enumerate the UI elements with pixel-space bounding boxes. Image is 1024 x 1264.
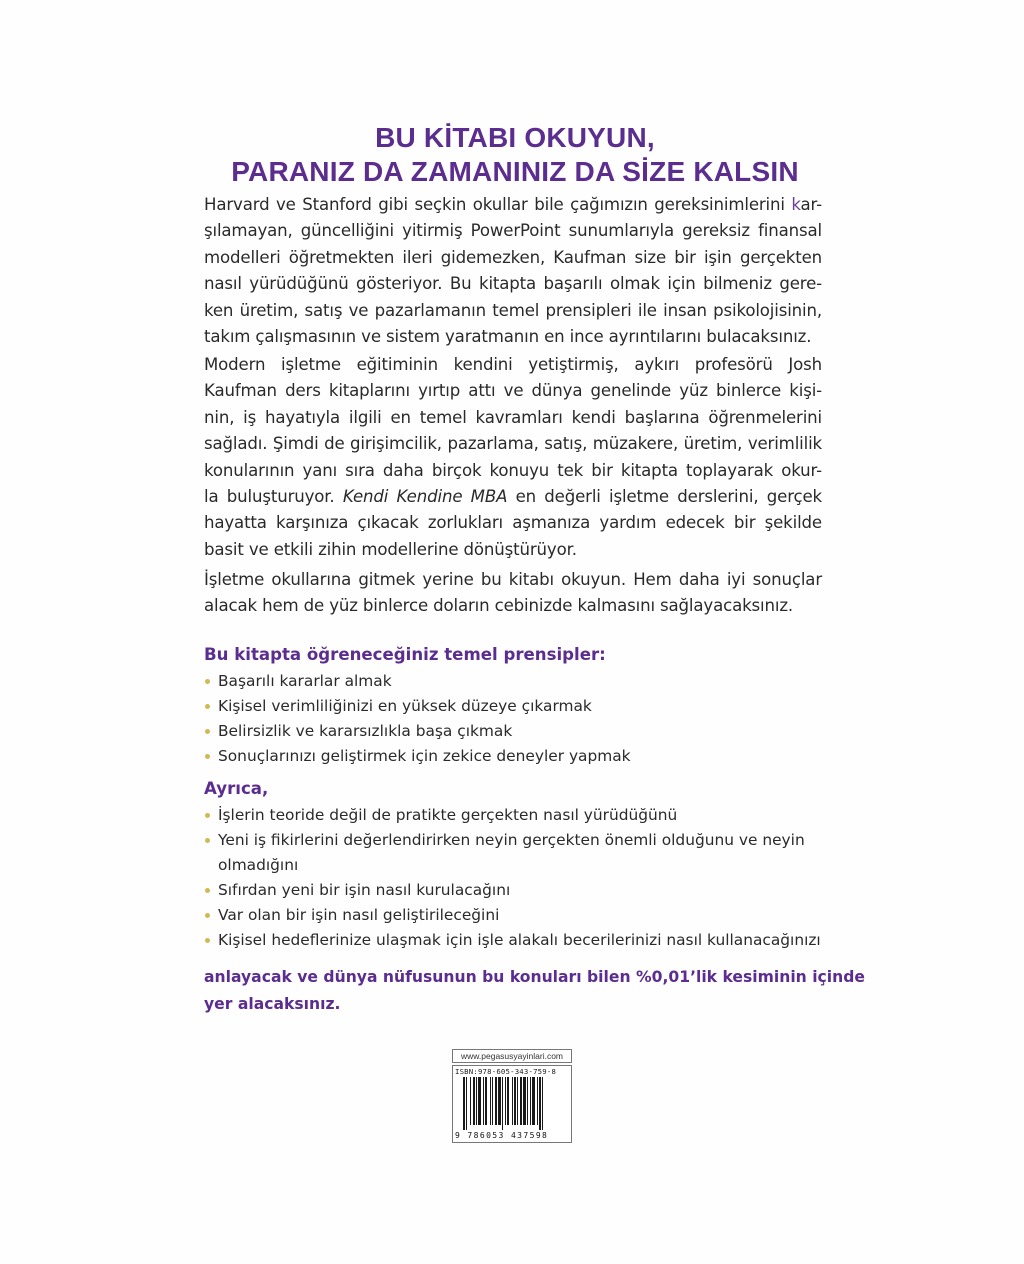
also-list <box>204 803 826 953</box>
highlighted-letter: k <box>791 195 801 214</box>
text-line: takım çalışmasının ve sistem yaratmanın en ince ayrıntılarını bulacaksınız. <box>204 327 812 347</box>
headline-line-1: BU KİTABI OKUYUN, <box>375 122 655 153</box>
barcode-bar <box>532 1077 535 1125</box>
closing-line-1: anlayacak ve dünya nüfusunun bu konuları bilen %0,01’lik kesiminin içinde <box>204 968 865 986</box>
author-paragraph <box>204 352 822 563</box>
list-item-text: Sonuçlarınızı geliştirmek için zekice deneyler yapmak <box>218 747 631 765</box>
barcode-bar <box>537 1077 538 1125</box>
barcode-bar <box>495 1077 497 1125</box>
list-item-text: Kişisel verimliliğinizi en yüksek düzeye çıkarmak <box>218 697 592 715</box>
barcode-bar <box>542 1077 543 1130</box>
isbn-number: ISBN:978-605-343-759-8 <box>455 1067 557 1076</box>
list-item-text: Kişisel hedeflerinize ulaşmak için işle alakalı becerilerinizi nasıl kullanacağınızı <box>218 931 821 949</box>
text-fragment: la buluşturuyor. <box>204 487 343 507</box>
list-item <box>204 928 826 953</box>
barcode-bar <box>502 1077 503 1130</box>
closing-statement <box>204 964 865 1018</box>
bullet-icon <box>205 913 210 918</box>
barcode-bars-icon <box>463 1077 567 1130</box>
barcode-bar <box>466 1077 467 1130</box>
list-item <box>204 803 826 828</box>
text-line: modelleri öğretmekten ileri gidemezken, Kaufman size bir işin gerçekten <box>204 247 822 267</box>
list-item-text: Yeni iş fikirlerini değerlendirirken neyin gerçekten önemli olduğunu ve neyin <box>218 831 805 849</box>
intro-paragraph <box>204 192 822 350</box>
list-item-continuation <box>204 853 826 878</box>
barcode-bar <box>514 1077 516 1125</box>
barcode-bar <box>478 1077 481 1125</box>
text-line: alacak hem de yüz binlerce doların cebinizde kalmasını sağlayacaksınız. <box>204 596 794 616</box>
barcode-bar <box>512 1077 513 1125</box>
bullet-icon <box>205 813 210 818</box>
barcode-bar <box>470 1077 471 1125</box>
text-line: konularının yanı sıra daha birçok konuyu tek bir kitapta toplayarak okur- <box>204 460 822 480</box>
bullet-icon <box>205 938 210 943</box>
list-item <box>204 878 826 903</box>
barcode-bar <box>523 1077 526 1125</box>
publisher-url: www.pegasusyayinlari.com <box>452 1049 572 1063</box>
bullet-icon <box>205 754 210 759</box>
text-line: İşletme okullarına gitmek yerine bu kitabı okuyun. Hem daha iyi sonuçlar <box>204 570 822 589</box>
text-line: hayatta karşınıza çıkacak zorlukları aşmanıza yardım edecek bir şekilde <box>204 513 822 533</box>
list-item-text: İşlerin teoride değil de pratikte gerçekten nasıl yürüdüğünü <box>218 806 678 824</box>
list-item-text: Belirsizlik ve kararsızlıkla başa çıkmak <box>218 722 513 740</box>
text-line: Kaufman ders kitaplarını yırtıp attı ve dünya genelinde yüz binlerce kişi- <box>204 381 822 401</box>
barcode-bar <box>517 1077 518 1125</box>
book-title: Kendi Kendine MBA <box>342 487 508 507</box>
barcode-bar <box>473 1077 475 1125</box>
text-line: şılamayan, güncelliğini yitirmiş PowerPoint sunumlarıyla gereksiz finansal <box>204 221 822 241</box>
barcode-bar <box>507 1077 509 1125</box>
bullet-icon <box>205 888 210 893</box>
list-item-text: Başarılı kararlar almak <box>218 672 392 690</box>
principles-title: Bu kitapta öğreneceğiniz temel prensipler: <box>204 645 606 664</box>
list-item <box>204 719 826 744</box>
barcode-digits: 9 786053 437598 <box>455 1131 549 1140</box>
isbn-barcode <box>452 1049 572 1141</box>
text-fragment: Harvard ve Stanford gibi seçkin okullar bile çağımızın gereksinimlerini <box>204 195 792 214</box>
closing-line-2: yer alacaksınız. <box>204 995 341 1013</box>
barcode-bar <box>539 1077 541 1130</box>
barcode-bar <box>505 1077 506 1125</box>
principles-list <box>204 669 826 769</box>
bullet-icon <box>205 679 210 684</box>
list-item-text: Var olan bir işin nasıl geliştirileceğini <box>218 906 500 924</box>
text-line: Modern işletme eğitiminin kendini yetiştirmiş, aykırı profesörü Josh <box>204 355 822 374</box>
barcode-bar <box>463 1077 465 1130</box>
list-item-text: Sıfırdan yeni bir işin nasıl kurulacağını <box>218 881 511 899</box>
barcode-bar <box>485 1077 487 1125</box>
headline-line-2: PARANIZ DA ZAMANINIZ DA SİZE KALSIN <box>231 156 799 187</box>
barcode-bar <box>476 1077 477 1125</box>
barcode-bar <box>483 1077 484 1125</box>
barcode-bar <box>527 1077 528 1125</box>
list-item <box>204 669 826 694</box>
text-line: nasıl yürüdüğünü gösteriyor. Bu kitapta başarılı olmak için bilmeniz gere- <box>204 274 822 294</box>
text-line: sağladı. Şimdi de girişimcilik, pazarlama, satış, müzakere, üretim, verimlilik <box>204 434 822 454</box>
barcode-bar <box>530 1077 531 1125</box>
bullet-icon <box>205 838 210 843</box>
headline <box>204 121 826 189</box>
barcode-bar <box>490 1077 491 1125</box>
bullet-icon <box>205 704 210 709</box>
list-item <box>204 744 826 769</box>
text-fragment: ar- <box>800 195 822 214</box>
text-line <box>204 484 822 510</box>
advice-paragraph <box>204 567 822 620</box>
text-line: nin, iş hayatıyla ilgili en temel kavramları kendi başlarına öğrenmelerini <box>204 407 822 427</box>
list-item <box>204 903 826 928</box>
also-title: Ayrıca, <box>204 779 269 798</box>
barcode-bar <box>498 1077 501 1125</box>
text-line: basit ve etkili zihin modellerine dönüştürüyor. <box>204 539 577 559</box>
bullet-icon <box>205 729 210 734</box>
barcode-frame <box>452 1065 572 1143</box>
text-fragment: en değerli işletme derslerini, gerçek <box>507 487 822 507</box>
text-line: ken üretim, satış ve pazarlamanın temel prensipleri ile insan psikolojisinin, <box>204 300 822 320</box>
barcode-bar <box>520 1077 522 1125</box>
text-line <box>204 192 822 218</box>
list-item <box>204 828 826 853</box>
list-item-text: olmadığını <box>218 856 299 874</box>
barcode-bar <box>492 1077 493 1125</box>
list-item <box>204 694 826 719</box>
